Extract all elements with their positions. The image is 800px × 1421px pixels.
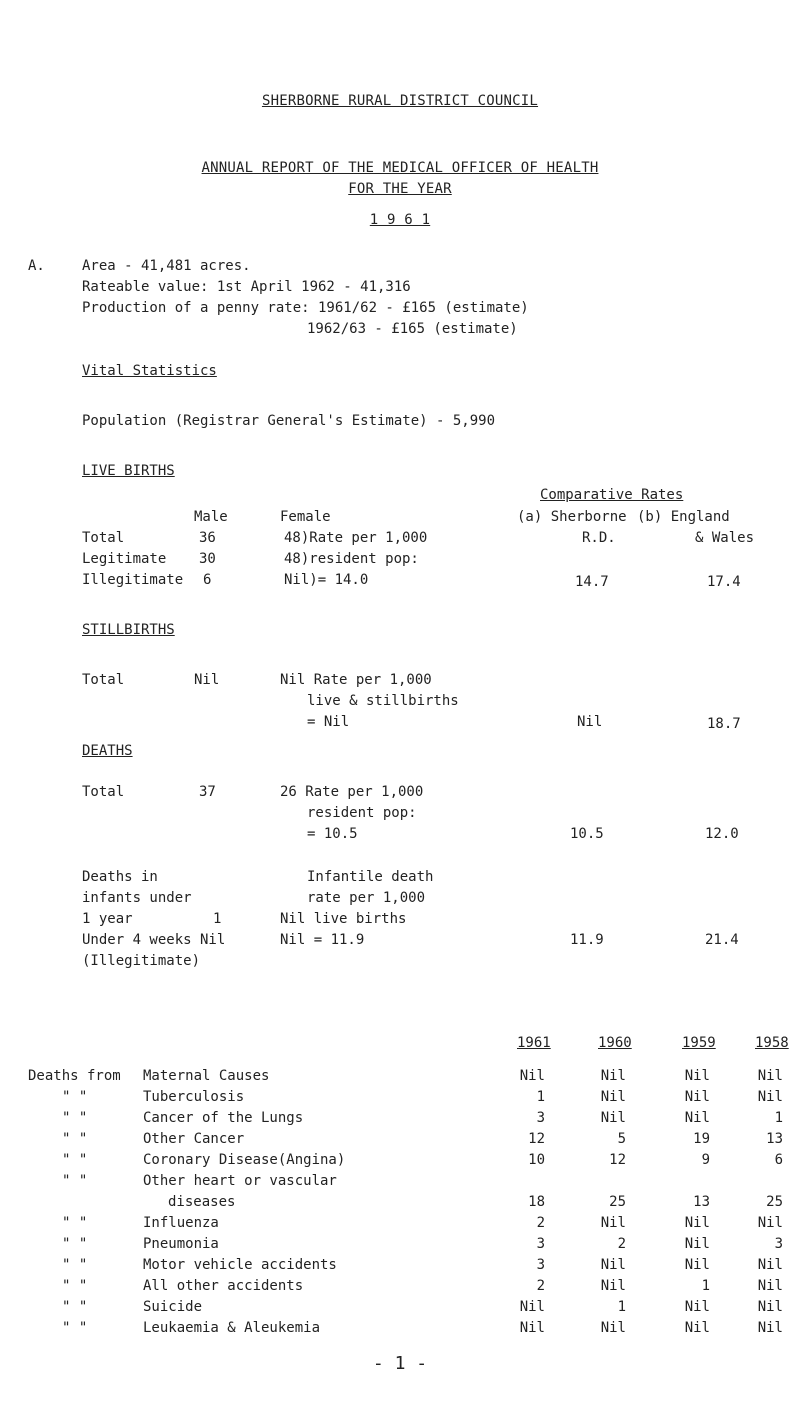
stillbirths-text-1: Nil Rate per 1,000 [280, 672, 432, 688]
cause-value-1961: Nil [519, 1299, 545, 1315]
infantile-text-4: Nil = 11.9 [280, 932, 365, 948]
infantile-rate-sherborne: 11.9 [570, 932, 604, 948]
live-births-female: 48)resident pop: [284, 551, 419, 567]
cause-value-1961: 10 [528, 1152, 545, 1168]
population-line: Population (Registrar General's Estimate) - 5,990 [82, 413, 496, 429]
cause-value-1960: 1 [617, 1299, 626, 1315]
cause-label: Cancer of the Lungs [143, 1110, 304, 1126]
ditto-marks: " " [62, 1320, 88, 1336]
area-line: Area - 41,481 acres. [82, 258, 251, 274]
cause-value-1958: 6 [774, 1152, 783, 1168]
infant-deaths-illegitimate: (Illegitimate) [82, 953, 201, 969]
ditto-marks: " " [62, 1215, 88, 1231]
cause-value-1960: 2 [617, 1236, 626, 1252]
cause-value-1961: 18 [528, 1194, 545, 1210]
cause-label: All other accidents [143, 1278, 304, 1294]
cause-value-1958: Nil [757, 1215, 783, 1231]
cause-value-1960: Nil [600, 1257, 626, 1273]
cause-label: Motor vehicle accidents [143, 1257, 337, 1273]
table-row [0, 1110, 800, 1130]
stillbirths-rate-sherborne: Nil [577, 714, 603, 730]
cause-value-1960: Nil [600, 1110, 626, 1126]
stillbirths-label: Total [82, 672, 125, 688]
cause-value-1959: Nil [684, 1089, 710, 1105]
cause-value-1958: Nil [757, 1257, 783, 1273]
infant-deaths-label-1: Deaths in [82, 869, 158, 885]
cause-value-1959: 1 [701, 1278, 710, 1294]
infant-deaths-label-2: infants under [82, 890, 192, 906]
cause-value-1959: Nil [684, 1110, 710, 1126]
cause-value-1958: Nil [757, 1068, 783, 1084]
year-col-1958: 1958 [755, 1035, 789, 1051]
deaths-rate-england: 12.0 [705, 826, 739, 842]
col-male: Male [194, 509, 228, 525]
deaths-label: Total [82, 784, 125, 800]
ditto-marks: " " [62, 1131, 88, 1147]
comparative-rates-heading: Comparative Rates [540, 487, 684, 503]
live-births-rate-sherborne: 14.7 [575, 574, 609, 590]
live-births-rate-england: 17.4 [707, 574, 741, 590]
penny-rate-line-2: 1962/63 - £165 (estimate) [307, 321, 518, 337]
cause-value-1961: 3 [536, 1110, 545, 1126]
cause-value-1959: 9 [701, 1152, 710, 1168]
cause-label: Other Cancer [143, 1131, 245, 1147]
cause-label-continued: diseases [168, 1194, 236, 1210]
infantile-text-2: rate per 1,000 [307, 890, 426, 906]
deaths-from-label: Deaths from [28, 1068, 121, 1084]
rateable-value-line: Rateable value: 1st April 1962 - 41,316 [82, 279, 411, 295]
cause-label: Leukaemia & Aleukemia [143, 1320, 321, 1336]
cause-value-1959: Nil [684, 1320, 710, 1336]
section-marker: A. [28, 258, 45, 274]
cause-value-1960: Nil [600, 1068, 626, 1084]
cause-value-1960: Nil [600, 1320, 626, 1336]
report-title: ANNUAL REPORT OF THE MEDICAL OFFICER OF HEALTH [201, 160, 599, 176]
cause-value-1960: Nil [600, 1215, 626, 1231]
deaths-text-3: = 10.5 [307, 826, 358, 842]
ditto-marks: " " [62, 1152, 88, 1168]
ditto-marks: " " [62, 1278, 88, 1294]
col-england-wales: & Wales [695, 530, 755, 546]
cause-value-1961: 2 [536, 1278, 545, 1294]
ditto-marks: " " [62, 1236, 88, 1252]
live-births-label: Total [82, 530, 125, 546]
infantile-text-1: Infantile death [307, 869, 434, 885]
deaths-text-2: resident pop: [307, 805, 417, 821]
ditto-marks: " " [62, 1110, 88, 1126]
ditto-marks: " " [62, 1173, 88, 1189]
year-col-1961: 1961 [517, 1035, 551, 1051]
cause-value-1961: 3 [536, 1257, 545, 1273]
page-number: - 1 - [372, 1353, 428, 1374]
cause-value-1958: Nil [757, 1089, 783, 1105]
cause-value-1958: 3 [774, 1236, 783, 1252]
deaths-rate-sherborne: 10.5 [570, 826, 604, 842]
cause-value-1961: Nil [519, 1068, 545, 1084]
cause-value-1958: Nil [757, 1299, 783, 1315]
cause-value-1958: Nil [757, 1320, 783, 1336]
cause-value-1959: Nil [684, 1236, 710, 1252]
cause-label: Coronary Disease(Angina) [143, 1152, 346, 1168]
cause-value-1959: Nil [684, 1257, 710, 1273]
ditto-marks: " " [62, 1257, 88, 1273]
cause-value-1960: Nil [600, 1278, 626, 1294]
live-births-label: Legitimate [82, 551, 167, 567]
col-female: Female [280, 509, 331, 525]
cause-value-1961: Nil [519, 1320, 545, 1336]
live-births-heading: LIVE BIRTHS [82, 463, 175, 479]
table-row [0, 1215, 800, 1235]
cause-value-1959: Nil [684, 1299, 710, 1315]
infant-deaths-label-3: 1 year [82, 911, 133, 927]
table-row [0, 1236, 800, 1256]
cause-value-1961: 12 [528, 1131, 545, 1147]
infant-deaths-under-4-weeks: Under 4 weeks Nil [82, 932, 226, 948]
cause-label: Maternal Causes [143, 1068, 270, 1084]
deaths-text-1: 26 Rate per 1,000 [280, 784, 424, 800]
stillbirths-heading: STILLBIRTHS [82, 622, 175, 638]
live-births-male: 36 [199, 530, 216, 546]
table-row [0, 1152, 800, 1172]
deaths-heading: DEATHS [82, 743, 133, 759]
cause-value-1958: 1 [774, 1110, 783, 1126]
cause-value-1961: 2 [536, 1215, 545, 1231]
cause-label: Suicide [143, 1299, 203, 1315]
table-row [0, 1320, 800, 1340]
stillbirths-rate-england: 18.7 [707, 716, 741, 732]
year-col-1960: 1960 [598, 1035, 632, 1051]
council-name: SHERBORNE RURAL DISTRICT COUNCIL [261, 93, 539, 109]
cause-label: Tuberculosis [143, 1089, 245, 1105]
ditto-marks: " " [62, 1089, 88, 1105]
cause-value-1959: 13 [693, 1194, 710, 1210]
col-england: (b) England [637, 509, 730, 525]
col-sherborne: (a) Sherborne [517, 509, 627, 525]
cause-label: Pneumonia [143, 1236, 219, 1252]
table-row [0, 1257, 800, 1277]
cause-value-1961: 3 [536, 1236, 545, 1252]
table-row [0, 1173, 800, 1210]
cause-value-1960: Nil [600, 1089, 626, 1105]
year-col-1959: 1959 [682, 1035, 716, 1051]
penny-rate-line-1: Production of a penny rate: 1961/62 - £165 (estimate) [82, 300, 529, 316]
table-row [0, 1299, 800, 1319]
infantile-rate-england: 21.4 [705, 932, 739, 948]
vital-statistics-heading: Vital Statistics [82, 363, 217, 379]
report-year: 1 9 6 1 [369, 212, 431, 228]
table-row [0, 1278, 800, 1298]
table-row [0, 1068, 800, 1088]
infant-deaths-value: 1 [213, 911, 222, 927]
cause-value-1958: 25 [766, 1194, 783, 1210]
cause-value-1959: Nil [684, 1068, 710, 1084]
cause-label: Influenza [143, 1215, 219, 1231]
stillbirths-text-2: live & stillbirths [307, 693, 459, 709]
live-births-male: 6 [203, 572, 212, 588]
ditto-marks: " " [62, 1299, 88, 1315]
report-for-year: FOR THE YEAR [348, 181, 452, 197]
cause-label: Other heart or vascular [143, 1173, 337, 1189]
stillbirths-value: Nil [194, 672, 220, 688]
live-births-male: 30 [199, 551, 216, 567]
col-sherborne-rd: R.D. [582, 530, 616, 546]
live-births-label: Illegitimate [82, 572, 184, 588]
cause-value-1960: 12 [609, 1152, 626, 1168]
cause-value-1960: 5 [617, 1131, 626, 1147]
cause-value-1959: 19 [693, 1131, 710, 1147]
cause-value-1958: 13 [766, 1131, 783, 1147]
live-births-female: 48)Rate per 1,000 [284, 530, 428, 546]
cause-value-1960: 25 [609, 1194, 626, 1210]
stillbirths-text-3: = Nil [307, 714, 350, 730]
deaths-value: 37 [199, 784, 216, 800]
cause-value-1959: Nil [684, 1215, 710, 1231]
infantile-text-3: Nil live births [280, 911, 407, 927]
cause-value-1958: Nil [757, 1278, 783, 1294]
table-row [0, 1131, 800, 1151]
cause-value-1961: 1 [536, 1089, 545, 1105]
live-births-female: Nil)= 14.0 [284, 572, 369, 588]
table-row [0, 1089, 800, 1109]
